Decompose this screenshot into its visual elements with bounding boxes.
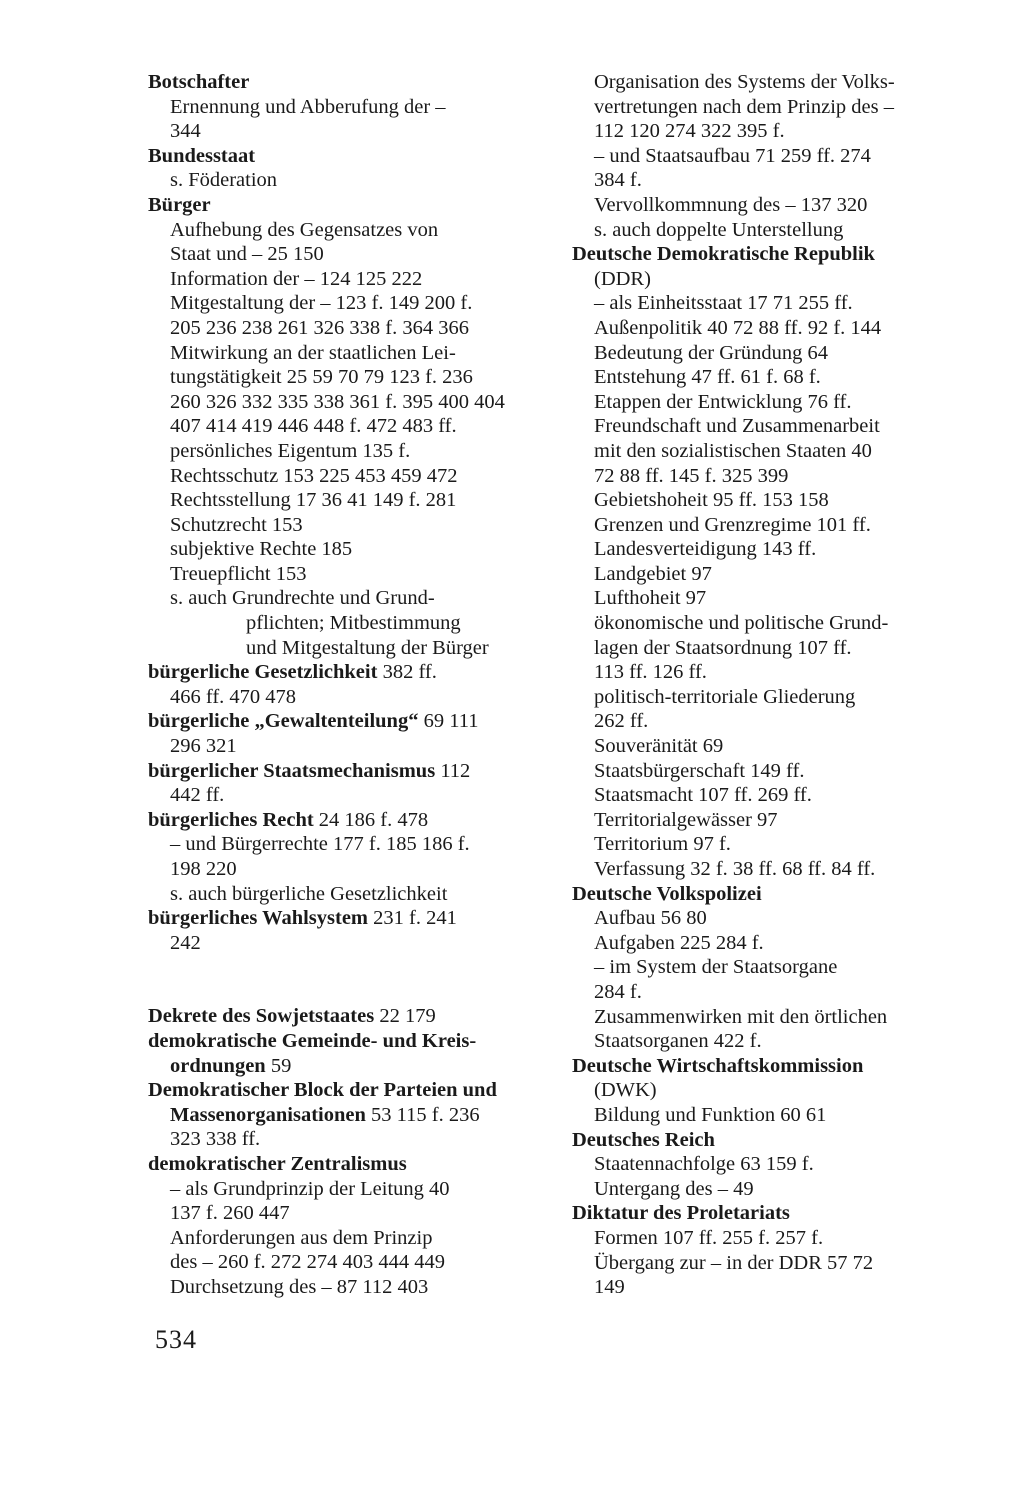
index-entry-heading xyxy=(148,709,568,734)
index-subentry: Souveränität 69 xyxy=(594,735,724,758)
index-subentry: s. Föderation xyxy=(170,169,278,192)
index-subentry: – als Einheitsstaat 17 71 255 ff. xyxy=(594,292,853,315)
entry-page-refs: 231 f. 241 xyxy=(368,907,457,930)
index-entry-heading xyxy=(148,808,568,833)
index-subentry: und Mitgestaltung der Bürger xyxy=(246,636,489,659)
entry-term: Bundesstaat xyxy=(148,144,256,167)
index-subentry: ökonomische und politische Grund- xyxy=(594,612,889,635)
entry-term: Deutsche Volkspolizei xyxy=(572,882,762,905)
index-subentry: 442 ff. xyxy=(170,784,225,807)
index-subentry: Bildung und Funktion 60 61 xyxy=(594,1103,827,1126)
index-subentry: Vervollkommnung des – 137 320 xyxy=(594,193,868,216)
entry-term: demokratische Gemeinde- und Kreis- xyxy=(148,1029,477,1052)
index-entry-heading xyxy=(148,144,568,169)
entry-page-refs: 24 186 f. 478 xyxy=(313,808,429,831)
index-subentry: 149 xyxy=(594,1276,625,1299)
index-entry-heading xyxy=(572,1128,992,1153)
index-subentry: Staatennachfolge 63 159 f. xyxy=(594,1153,814,1176)
index-subentry: 137 f. 260 447 xyxy=(170,1202,290,1225)
index-entry-heading xyxy=(148,193,568,218)
index-subentry: politisch-territoriale Gliederung xyxy=(594,685,856,708)
index-subentry: 198 220 xyxy=(170,858,237,880)
index-entry-heading xyxy=(148,1029,568,1054)
entry-term: bürgerliche „Gewaltenteilung“ xyxy=(148,710,419,733)
entry-term: Massenorganisationen xyxy=(170,1103,366,1126)
index-entry-heading xyxy=(148,660,568,685)
index-subentry: 113 ff. 126 ff. xyxy=(594,661,707,684)
index-subentry: Rechtsschutz 153 225 453 459 472 xyxy=(170,464,458,487)
index-subentry: lagen der Staatsordnung 107 ff. xyxy=(594,636,852,659)
index-subentry: Territorium 97 f. xyxy=(594,833,731,856)
index-subentry: Organisation des Systems der Volks- xyxy=(594,71,895,93)
entry-term: Demokratischer Block der Parteien und xyxy=(148,1079,497,1102)
section-gap xyxy=(148,955,568,1004)
index-subentry: – als Grundprinzip der Leitung 40 xyxy=(170,1177,450,1200)
index-subentry: Aufgaben 225 284 f. xyxy=(594,931,764,954)
entry-term: Botschafter xyxy=(148,71,250,93)
index-subentry: Grenzen und Grenzregime 101 ff. xyxy=(594,513,871,536)
entry-term: ordnungen xyxy=(170,1054,266,1077)
entry-term: Dekrete des Sowjetstaates xyxy=(148,1005,375,1028)
index-entry-heading xyxy=(148,70,568,95)
index-subentry: 466 ff. 470 478 xyxy=(170,685,297,708)
index-subentry: Staat und – 25 150 xyxy=(170,243,324,266)
index-subentry: – im System der Staatsorgane xyxy=(594,956,838,979)
index-subentry: 284 f. xyxy=(594,980,642,1003)
index-subentry: Untergang des – 49 xyxy=(594,1177,754,1200)
index-entry-heading xyxy=(148,1054,568,1079)
index-entry-heading xyxy=(572,1054,992,1079)
entry-term: Diktatur des Proletariats xyxy=(572,1202,790,1225)
index-subentry: 260 326 332 335 338 361 f. 395 400 404 xyxy=(170,390,505,413)
entry-term: bürgerliche Gesetzlichkeit xyxy=(148,661,378,684)
index-subentry: des – 260 f. 272 274 403 444 449 xyxy=(170,1251,446,1274)
index-entry-heading xyxy=(148,1004,568,1029)
index-subentry: s. auch doppelte Unterstellung xyxy=(594,218,844,241)
index-subentry: persönliches Eigentum 135 f. xyxy=(170,439,411,462)
index-subentry: (DWK) xyxy=(594,1079,657,1102)
entry-page-refs: 53 115 f. 236 xyxy=(365,1103,480,1126)
index-subentry: Landesverteidigung 143 ff. xyxy=(594,538,817,561)
index-subentry: 72 88 ff. 145 f. 325 399 xyxy=(594,464,789,487)
index-subentry: Freundschaft und Zusammenarbeit xyxy=(594,415,880,438)
index-subentry: Rechtsstellung 17 36 41 149 f. 281 xyxy=(170,489,457,512)
entry-term: bürgerliches Wahlsystem xyxy=(148,907,368,930)
entry-page-refs: 59 xyxy=(265,1054,292,1077)
index-entry-heading xyxy=(148,1078,568,1103)
index-subentry: Bedeutung der Gründung 64 xyxy=(594,341,828,364)
index-subentry: Etappen der Entwicklung 76 ff. xyxy=(594,390,852,413)
index-subentry: Verfassung 32 f. 38 ff. 68 ff. 84 ff. xyxy=(594,858,876,880)
index-subentry: 262 ff. xyxy=(594,710,649,733)
index-subentry: Aufhebung des Gegensatzes von xyxy=(170,218,439,241)
index-subentry: 112 120 274 322 395 f. xyxy=(594,120,785,143)
index-subentry: pflichten; Mitbestimmung xyxy=(246,612,461,635)
index-subentry: subjektive Rechte 185 xyxy=(170,538,353,561)
index-subentry: Zusammenwirken mit den örtlichen xyxy=(594,1005,888,1028)
index-subentry: Schutzrecht 153 xyxy=(170,513,303,536)
index-subentry: Staatsbürgerschaft 149 ff. xyxy=(594,759,805,782)
index-subentry: Mitgestaltung der – 123 f. 149 200 f. xyxy=(170,292,473,315)
index-subentry: s. auch Grundrechte und Grund- xyxy=(170,587,435,610)
index-subentry: – und Staatsaufbau 71 259 ff. 274 xyxy=(594,144,871,167)
entry-term: demokratischer Zentralismus xyxy=(148,1152,407,1175)
index-subentry: (DDR) xyxy=(594,267,651,290)
index-subentry: Information der – 124 125 222 xyxy=(170,267,423,290)
index-subentry: Treuepflicht 153 xyxy=(170,562,307,585)
entry-term: bürgerlicher Staatsmechanismus xyxy=(148,759,436,782)
entry-term: bürgerliches Recht xyxy=(148,808,314,831)
index-subentry: Staatsmacht 107 ff. 269 ff. xyxy=(594,784,812,807)
entry-term: Deutsche Wirtschaftskommission xyxy=(572,1054,864,1077)
index-entry-heading xyxy=(148,759,568,784)
index-subentry: 205 236 238 261 326 338 f. 364 366 xyxy=(170,316,469,339)
entry-page-refs: 112 xyxy=(435,759,471,782)
index-subentry: Landgebiet 97 xyxy=(594,562,712,585)
index-subentry: tungstätigkeit 25 59 70 79 123 f. 236 xyxy=(170,366,473,389)
entry-page-refs: 382 ff. xyxy=(377,661,437,684)
index-entry-heading xyxy=(148,906,568,931)
index-subentry: 242 xyxy=(170,931,201,954)
index-subentry: Durchsetzung des – 87 112 403 xyxy=(170,1275,429,1298)
index-entry-heading xyxy=(572,882,992,907)
index-subentry: – und Bürgerrechte 177 f. 185 186 f. xyxy=(170,833,470,856)
index-subentry: Gebietshoheit 95 ff. 153 158 xyxy=(594,489,829,512)
index-subentry: 407 414 419 446 448 f. 472 483 ff. xyxy=(170,415,457,438)
index-subentry: Übergang zur – in der DDR 57 72 xyxy=(594,1251,874,1274)
index-subentry: Formen 107 ff. 255 f. 257 f. xyxy=(594,1226,824,1249)
index-subentry: Lufthoheit 97 xyxy=(594,587,707,610)
entry-page-refs: 69 111 xyxy=(418,710,479,733)
index-entry-heading xyxy=(148,1152,568,1177)
index-entry-heading xyxy=(572,1201,992,1226)
index-column-right xyxy=(572,70,992,1300)
entry-term: Deutsches Reich xyxy=(572,1128,715,1151)
index-subentry: Staatsorganen 422 f. xyxy=(594,1030,762,1053)
entry-term: Bürger xyxy=(148,193,211,216)
index-subentry: 296 321 xyxy=(170,735,237,758)
index-subentry: Aufbau 56 80 xyxy=(594,907,707,930)
index-entry-heading xyxy=(148,1103,568,1128)
index-subentry: mit den sozialistischen Staaten 40 xyxy=(594,439,872,462)
index-subentry: Außenpolitik 40 72 88 ff. 92 f. 144 xyxy=(594,316,882,339)
index-subentry: 323 338 ff. xyxy=(170,1128,261,1151)
index-subentry: 344 xyxy=(170,120,201,143)
index-subentry: Entstehung 47 ff. 61 f. 68 f. xyxy=(594,366,821,389)
entry-term: Deutsche Demokratische Republik xyxy=(572,243,875,266)
index-column-left xyxy=(148,70,568,1300)
index-subentry: Territorialgewässer 97 xyxy=(594,808,778,831)
index-subentry: s. auch bürgerliche Gesetzlichkeit xyxy=(170,882,448,905)
index-entry-heading xyxy=(572,242,992,267)
index-subentry: vertretungen nach dem Prinzip des – xyxy=(594,95,895,118)
index-subentry: Ernennung und Abberufung der – xyxy=(170,95,446,118)
index-subentry: 384 f. xyxy=(594,169,642,192)
entry-page-refs: 22 179 xyxy=(374,1005,436,1028)
page-number: 534 xyxy=(155,1325,197,1354)
index-subentry: Mitwirkung an der staatlichen Lei- xyxy=(170,341,456,364)
index-subentry: Anforderungen aus dem Prinzip xyxy=(170,1226,433,1249)
